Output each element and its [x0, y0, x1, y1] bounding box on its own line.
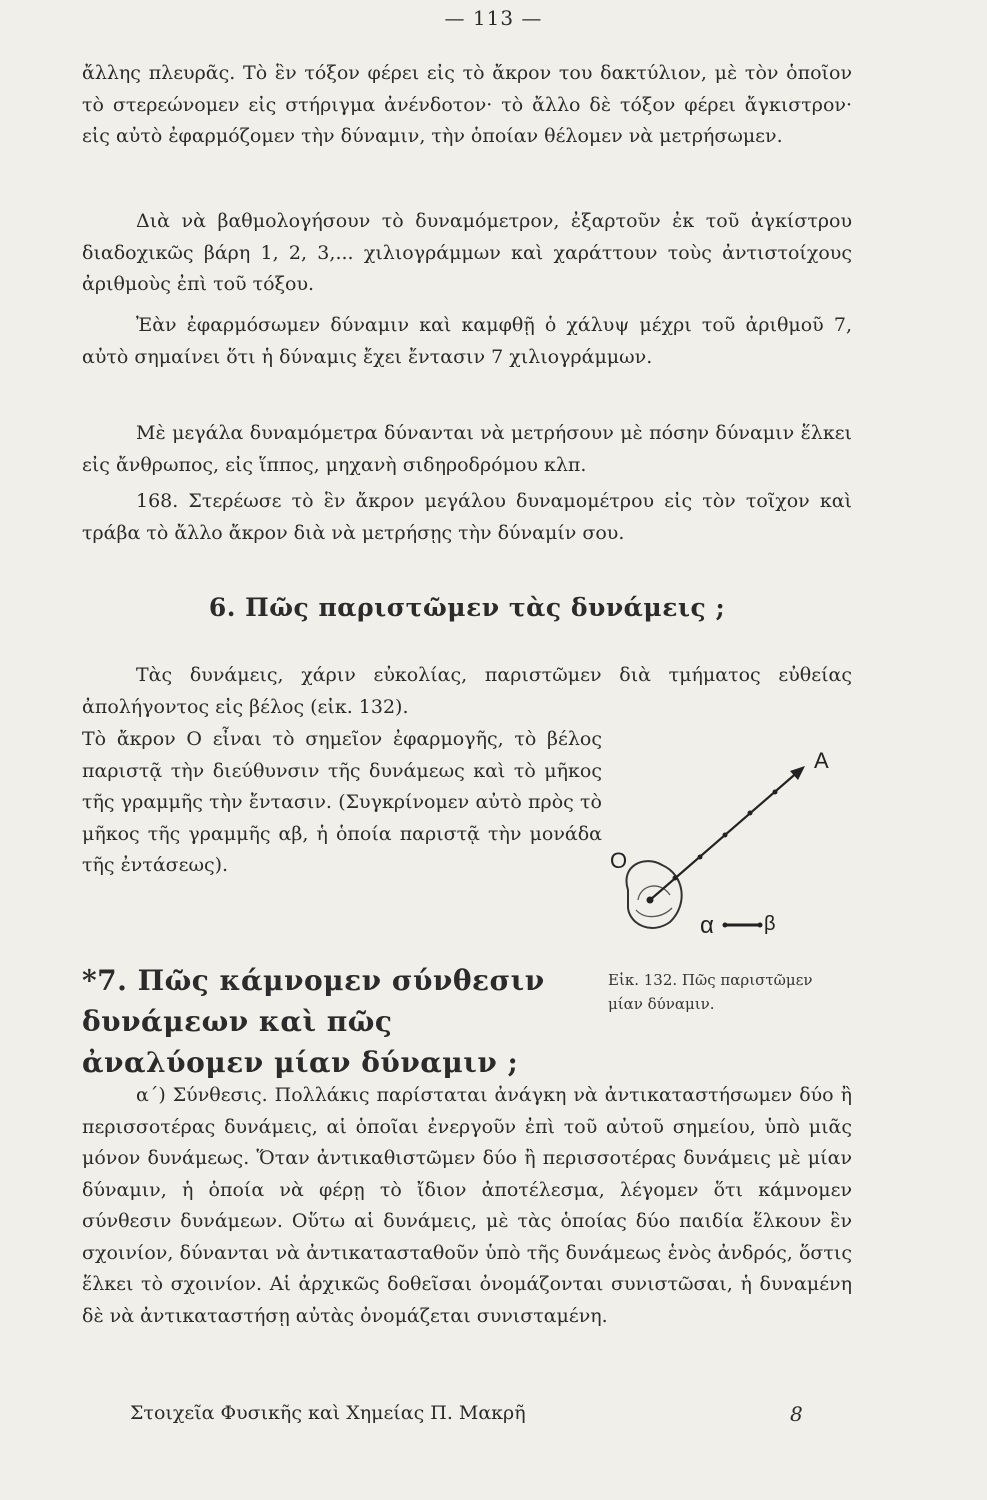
label-beta: β — [764, 913, 776, 935]
calibration-paragraph: Διὰ νὰ βαθμολογήσουν τὸ δυναμόμετρον, ἐξαρτοῦν ἐκ τοῦ ἀγκίστρου διαδοχικῶς βάρη 1, 2, 3,... χιλιογράμμων καὶ χαράττουν τοὺς ἀντιστοίχους ἀριθμοὺς ἐπὶ τοῦ τόξου. — [82, 210, 852, 295]
section-7-heading: *7. Πῶς κάμνομεν σύνθεσιν δυνάμεων καὶ πῶς ἀναλύομεν μίαν δύναμιν ; — [82, 964, 545, 1079]
apply-force-paragraph: Ἐὰν ἐφαρμόσωμεν δύναμιν καὶ καμφθῇ ὁ χάλυψ μέχρι τοῦ ἀριθμοῦ 7, αὐτὸ σημαίνει ὅτι ἡ δύναμις ἔχει ἔντασιν 7 χιλιογράμμων. — [82, 314, 852, 368]
footer-sheet-number: 8 — [790, 1402, 803, 1426]
exercise-168: 168. Στερέωσε τὸ ἓν ἄκρον μεγάλου δυναμομέτρου εἰς τὸν τοῖχον καὶ τράβα τὸ ἄλλο ἄκρον διὰ νὰ μετρήσῃς τὴν δύναμίν σου. — [82, 490, 852, 544]
intro-paragraph: ἄλλης πλευρᾶς. Τὸ ἓν τόξον φέρει εἰς τὸ ἄκρον του δακτύλιον, μὲ τὸν ὁποῖον τὸ στερεώνομεν εἰς στήριγμα ἀνένδοτον· τὸ ἄλλο δὲ τόξον φέρει ἄγκιστρον· εἰς αὐτὸ ἐφαρμόζομεν τὴν δύναμιν, τὴν ὁποίαν θέλομεν νὰ μετρήσωμεν. — [82, 62, 852, 147]
label-alpha: α — [700, 912, 714, 939]
represent-paragraph: Τὰς δυνάμεις, χάριν εὐκολίας, παριστῶμεν διὰ τμήματος εὐθείας ἀπολήγοντος εἰς βέλος (εἰκ. 132). — [82, 664, 852, 718]
figure-caption: Εἰκ. 132. Πῶς παριστῶμεν μίαν δύναμιν. — [608, 971, 813, 1013]
page-number: — 113 — — [444, 6, 543, 30]
section-6-heading: 6. Πῶς παριστῶμεν τὰς δυνάμεις ; — [208, 593, 726, 622]
footer-title: Στοιχεῖα Φυσικῆς καὶ Χημείας Π. Μακρῆ — [130, 1402, 526, 1424]
label-A: A — [814, 748, 829, 773]
body-blob — [626, 861, 681, 928]
force-figure — [600, 740, 880, 940]
represent-paragraph-continued: Τὸ ἄκρον Ο εἶναι τὸ σημεῖον ἐφαρμογῆς, τὸ βέλος παριστᾷ τὴν διεύθυνσιν τῆς δυνάμεως καὶ τὸ μῆκος τῆς γραμμῆς τὴν ἔντασιν. (Συγκρίνομεν αὐτὸ πρὸς τὸ μῆκος τῆς γραμμῆς αβ, ἡ ὁποία παριστᾷ τὴν μονάδα τῆς ἐντάσεως). — [82, 728, 602, 876]
label-O: O — [610, 848, 628, 873]
large-dynamometer-paragraph: Μὲ μεγάλα δυναμόμετρα δύνανται νὰ μετρήσουν μὲ πόσην δύναμιν ἕλκει εἰς ἄνθρωπος, εἰς ἵππος, μηχανὴ σιδηροδρόμου κλπ. — [82, 422, 852, 476]
synthesis-paragraph: α΄) Σύνθεσις. Πολλάκις παρίσταται ἀνάγκη νὰ ἀντικαταστήσωμεν δύο ἢ περισσοτέρας δυνάμεις, αἱ ὁποῖαι ἐνεργοῦν ἐπὶ τοῦ αὐτοῦ σημείου, ὑπὸ μιᾶς μόνον δυνάμεως. Ὅταν ἀντικαθιστῶμεν δύο ἢ περισσοτέρας δυνάμεις μὲ μίαν δύναμιν, ἡ ὁποία νὰ φέρῃ τὸ ἴδιον ἀποτέλεσμα, λέγομεν ὅτι κάμνομεν σύνθεσιν δυνάμεων. Οὕτω αἱ δυνάμεις, μὲ τὰς ὁποίας δύο παιδία ἕλκουν ἓν σχοινίον, δύνανται νὰ ἀντικατασταθοῦν ὑπὸ τῆς δυνάμεως ἑνὸς ἀνδρός, ὅστις ἕλκει τὸ σχοινίον. Αἱ ἀρχικῶς δοθεῖσαι ὀνομάζονται συνιστῶσαι, ἡ δυναμένη δὲ νὰ ἀντικαταστήσῃ αὐτὰς ὀνομάζεται συνισταμένη. — [82, 1084, 852, 1327]
